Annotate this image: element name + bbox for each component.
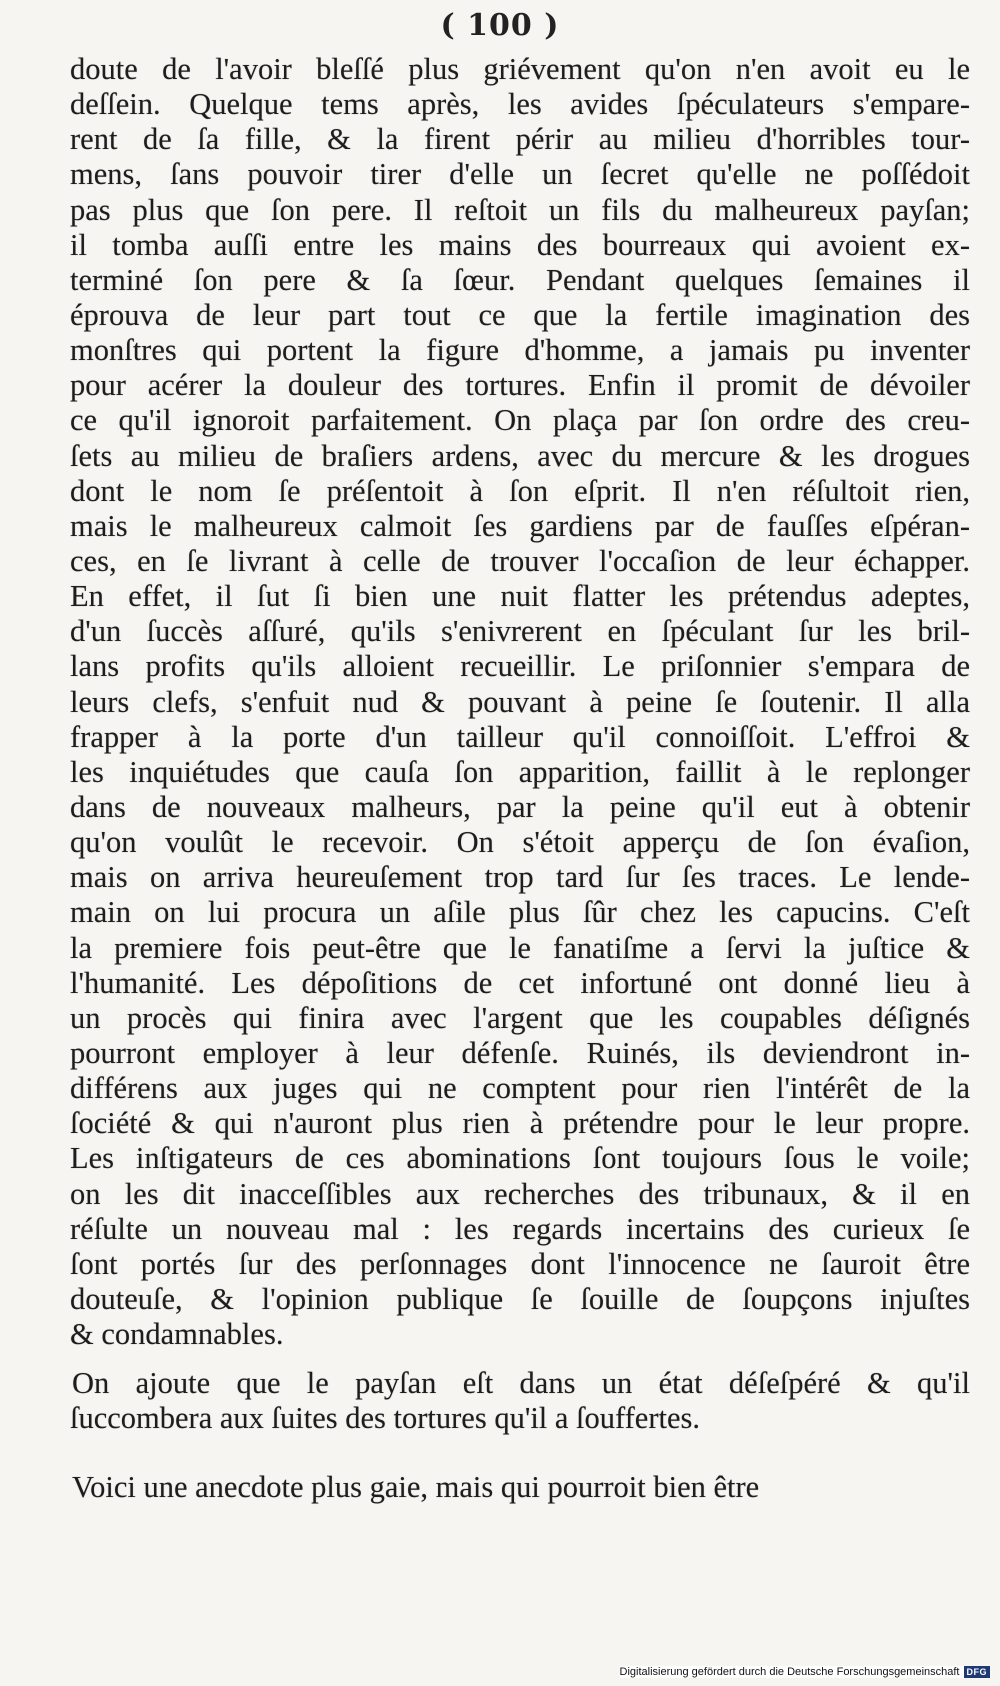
- text-line: différens aux juges qui ne comptent pour rien l'intérêt de la: [70, 1071, 970, 1106]
- text-line: monſtres qui portent la figure d'homme, a jamais pu inventer: [70, 333, 970, 368]
- text-line: rent de ſa fille, & la firent périr au milieu d'horribles tour-: [70, 122, 970, 157]
- text-line: En effet, il ſut ſi bien une nuit flatter les prétendus adeptes,: [70, 579, 970, 614]
- text-line: dont le nom ſe préſentoit à ſon eſprit. Il n'en réſultoit rien,: [70, 473, 970, 508]
- text-line: il tomba auſſi entre les mains des bourreaux qui avoient ex-: [70, 227, 970, 262]
- text-line: leurs clefs, s'enfuit nud & pouvant à peine ſe ſoutenir. Il alla: [70, 684, 970, 719]
- digitization-credit-text: Digitalisierung gefördert durch die Deutsche Forschungsgemeinschaft: [619, 1666, 960, 1678]
- text-line: mens, ſans pouvoir tirer d'elle un ſecret qu'elle ne poſſédoit: [70, 157, 970, 192]
- page-number: ( 100 ): [440, 8, 560, 43]
- text-line: doute de l'avoir bleſſé plus griévement qu'on n'en avoit eu le: [70, 52, 970, 86]
- text-line: Voici une anecdote plus gaie, mais qui pourroit bien être: [72, 1470, 760, 1505]
- text-line: ce qu'il ignoroit parfaitement. On plaça par ſon ordre des creu-: [70, 403, 970, 438]
- paragraph-gap: [70, 1436, 970, 1470]
- text-line: terminé ſon pere & ſa ſœur. Pendant quelques ſemaines il: [70, 262, 970, 297]
- text-line: on les dit inacceſſibles aux recherches des tribunaux, & il en: [70, 1176, 970, 1211]
- text-line: frapper à la porte d'un tailleur qu'il connoiſſoit. L'effroi &: [70, 719, 970, 754]
- text-line: réſulte un nouveau mal : les regards incertains des curieux ſe: [70, 1211, 970, 1246]
- text-line: lans profits qu'ils alloient recueillir. Le priſonnier s'empara de: [70, 649, 970, 684]
- page-body: [70, 52, 970, 1506]
- text-line: ſont portés ſur des perſonnages dont l'innocence ne ſauroit être: [70, 1246, 970, 1281]
- text-line: les inquiétudes que cauſa ſon apparition, faillit à le replonger: [70, 754, 970, 789]
- text-line: ſets au milieu de braſiers ardens, avec du mercure & les drogues: [70, 438, 970, 473]
- text-line: ſociété & qui n'auront plus rien à prétendre pour le leur propre.: [70, 1106, 970, 1141]
- text-line: ſuccombera aux ſuites des tortures qu'il a ſouffertes.: [70, 1401, 700, 1436]
- paragraph: [70, 1366, 970, 1436]
- text-line: ces, en ſe livrant à celle de trouver l'occaſion de leur échapper.: [70, 543, 970, 578]
- text-line: main on lui procura un aſile plus ſûr chez les capucins. C'eſt: [70, 895, 970, 930]
- text-line: qu'on voulût le recevoir. On s'étoit apperçu de ſon évaſion,: [70, 825, 970, 860]
- dfg-logo: DFG: [964, 1666, 991, 1678]
- text-line: d'un ſuccès aſſuré, qu'ils s'enivrerent en ſpéculant ſur les bril-: [70, 614, 970, 649]
- text-line: & condamnables.: [70, 1317, 284, 1352]
- text-line: pourront employer à leur défenſe. Ruinés, ils deviendront in-: [70, 1035, 970, 1070]
- paragraph-gap: [70, 1352, 970, 1366]
- text-line: On ajoute que le payſan eſt dans un état déſeſpéré & qu'il: [72, 1366, 970, 1401]
- text-line: la premiere fois peut-être que le fanatiſme a ſervi la juſtice &: [70, 930, 970, 965]
- text-line: douteuſe, & l'opinion publique ſe ſouille de ſoupçons injuſtes: [70, 1281, 970, 1316]
- digitization-credit: [620, 1666, 990, 1678]
- text-line: pour acérer la douleur des tortures. Enfin il promit de dévoiler: [70, 368, 970, 403]
- text-line: éprouva de leur part tout ce que la fertile imagination des: [70, 297, 970, 332]
- text-line: deſſein. Quelque tems après, les avides ſpéculateurs s'empare-: [70, 87, 970, 122]
- text-line: pas plus que ſon pere. Il reſtoit un fils du malheureux payſan;: [70, 192, 970, 227]
- text-line: un procès qui finira avec l'argent que les coupables déſignés: [70, 1000, 970, 1035]
- text-line: Les inſtigateurs de ces abominations ſont toujours ſous le voile;: [70, 1141, 970, 1176]
- text-line: mais on arriva heureuſement trop tard ſur ſes traces. Le lende-: [70, 860, 970, 895]
- text-line: l'humanité. Les dépoſitions de cet infortuné ont donné lieu à: [70, 965, 970, 1000]
- text-line: mais le malheureux calmoit ſes gardiens par de fauſſes eſpéran-: [70, 508, 970, 543]
- paragraph: [70, 1470, 970, 1505]
- paragraph: [70, 52, 970, 1352]
- text-line: dans de nouveaux malheurs, par la peine qu'il eut à obtenir: [70, 789, 970, 824]
